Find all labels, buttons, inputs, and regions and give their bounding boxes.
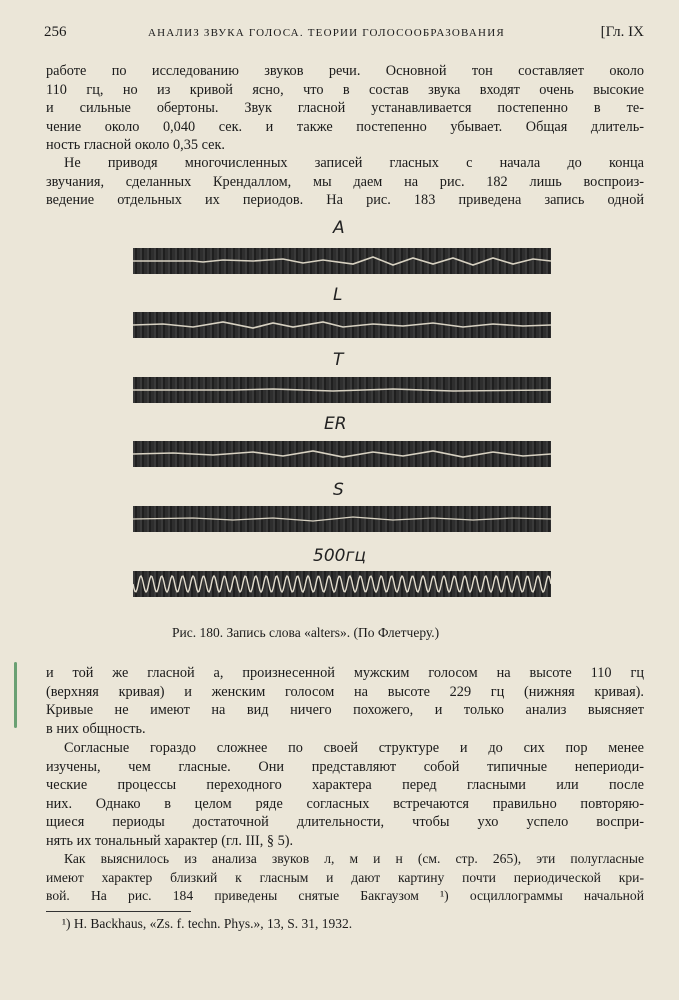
paragraph-3	[46, 664, 644, 738]
footnote: ¹) H. Backhaus, «Zs. f. techn. Phys.», 13, S. 31, 1932.	[62, 916, 353, 931]
page-number: 256	[44, 24, 67, 40]
waveform-t	[133, 377, 551, 403]
waveform-a	[133, 248, 551, 274]
oscillogram-strip-er	[133, 441, 551, 467]
text-line: ведение отдельных их периодов. На рис. 183 приведена запись одной	[46, 192, 644, 209]
oscillogram-strip-t	[133, 377, 551, 403]
text-line: Как выяснилось из анализа звуков л, м и н (см. стр. 265), эти полугласные	[64, 851, 644, 866]
chapter-ref: [Гл. IX	[600, 24, 644, 40]
text-line: Не приводя многочисленных записей гласных с начала до конца	[64, 155, 644, 171]
paragraph-5	[46, 850, 644, 906]
oscillogram-strip-l	[133, 312, 551, 338]
text-line: работе по исследованию звуков речи. Основной тон составляет около	[46, 63, 644, 79]
text-line: (верхняя кривая) и женским голосом на высоте 229 гц (нижняя кривая).	[46, 683, 644, 700]
text-line: нять их тональный характер (гл. III, § 5).	[46, 832, 294, 849]
oscillogram-strip-a	[133, 248, 551, 274]
label-l: L	[333, 285, 343, 305]
paragraph-1	[46, 62, 644, 155]
waveform-l	[133, 312, 551, 338]
label-t: T	[333, 350, 344, 370]
text-line: ческие процессы переходного характера перед гласными или после	[46, 777, 644, 794]
text-line: вой. На рис. 184 приведены снятые Бакгаузом ¹) осциллограммы начальной	[46, 888, 644, 904]
waveform-s	[133, 506, 551, 532]
margin-pencil-mark	[14, 662, 17, 728]
label-er: ER	[324, 414, 347, 434]
waveform-reference	[133, 571, 551, 597]
text-line: Согласные гораздо сложнее по своей структуре и до сих пор менее	[64, 740, 644, 756]
text-line: и той же гласной а, произнесенной мужским голосом на высоте 110 гц	[46, 665, 644, 681]
text-line: звучания, сделанных Крендаллом, мы даем на рис. 182 лишь воспроиз-	[46, 173, 644, 190]
figure-caption	[172, 625, 439, 641]
label-a: A	[333, 218, 345, 238]
label-s: S	[333, 480, 344, 500]
text-line: имеют характер близкий к гласным и дают картину почти периодической кри-	[46, 869, 644, 885]
text-line: ность гласной около 0,35 сек.	[46, 137, 225, 154]
waveform-er	[133, 441, 551, 467]
text-line: в них общность.	[46, 720, 146, 737]
paragraph-2	[46, 154, 644, 210]
oscillogram-strip-s	[133, 506, 551, 532]
text-line: щиеся периоды достаточной длительности, чтобы ухо успело воспри-	[46, 814, 644, 831]
running-header	[44, 24, 644, 46]
text-line: изучены, чем гласные. Они представляют собой типичные непериоди-	[46, 758, 644, 775]
caption-text: Рис. 180. Запись слова «alters». (По Флетчеру.)	[172, 625, 440, 640]
text-line: и сильные обертоны. Звук гласной устанавливается постепенно в те-	[46, 100, 644, 117]
oscillogram-strip-reference	[133, 571, 551, 597]
text-line: них. Однако в целом ряде согласных встречаются правильно повторяю-	[46, 795, 644, 812]
text-line: Кривые не имеют на вид ничего похожего, и только анализ выясняет	[46, 702, 644, 719]
label-500hz: 500гц	[313, 546, 366, 566]
text-line: 110 гц, но из кривой ясно, что в состав звука входят очень высокие	[46, 81, 644, 98]
running-title: АНАЛИЗ ЗВУКА ГОЛОСА. ТЕОРИИ ГОЛОСООБРАЗОВАНИЯ	[148, 27, 505, 39]
footnote-divider	[46, 911, 191, 912]
paragraph-4	[46, 739, 644, 851]
text-line: чение около 0,040 сек. и также постепенно убывает. Общая длитель-	[46, 118, 644, 135]
